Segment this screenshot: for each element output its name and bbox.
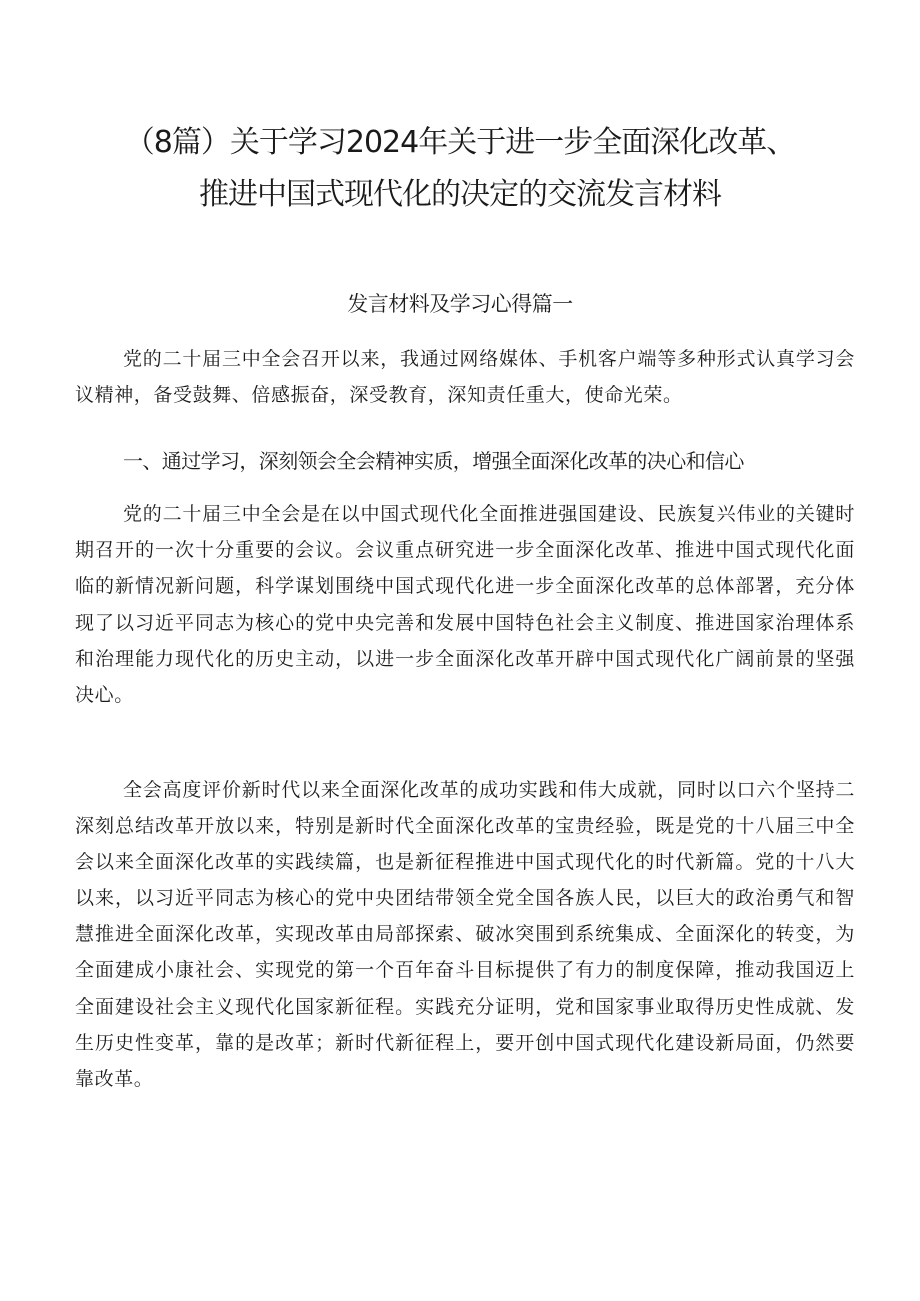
document-title-line-1: （8篇）关于学习2024年关于进一步全面深化改革、 — [124, 125, 796, 160]
section-subtitle: 发言材料及学习心得篇一 — [347, 292, 573, 316]
paragraph-body-2: 全会高度评价新时代以来全面深化改革的成功实践和伟大成就，同时以口六个坚持二深刻总结改革开放以来，特别是新时代全面深化改革的宝贵经验，既是党的十八届三中全会以来全面深化改革的实践续篇，也是新征程推进中国式现代化的时代新篇。党的十八大以来，以习近平同志为核心的党中央团结带领全党全国各族人民，以巨大的政治勇气和智慧推进全面深化改革，实现改革由局部探索、破冰突围到系统集成、全面深化的转变，为全面建成小康社会、实现党的第一个百年奋斗目标提供了有力的制度保障，推动我国迈上全面建设社会主义现代化国家新征程。实践充分证明，党和国家事业取得历史性成就、发生历史性变革，靠的是改革；新时代新征程上，要开创中国式现代化建设新局面，仍然要靠改革。 — [75, 779, 855, 1090]
document-title-line-2: 推进中国式现代化的决定的交流发言材料 — [199, 177, 721, 212]
paragraph-body-1: 党的二十届三中全会是在以中国式现代化全面推进强国建设、民族复兴伟业的关键时期召开的一次十分重要的会议。会议重点研究进一步全面深化改革、推进中国式现代化面临的新情况新问题，科学谋划围绕中国式现代化进一步全面深化改革的总体部署，充分体现了以习近平同志为核心的党中央完善和发展中国特色社会主义制度、推进国家治理体系和治理能力现代化的历史主动，以进一步全面深化改革开辟中国式现代化广阔前景的坚强决心。 — [75, 503, 855, 707]
section-heading-1: 一、通过学习，深刻领会全会精神实质，增强全面深化改革的决心和信心 — [123, 449, 744, 473]
paragraph-intro: 党的二十届三中全会召开以来，我通过网络媒体、手机客户端等多种形式认真学习会议精神，备受鼓舞、倍感振奋，深受教育，深知责任重大，使命光荣。 — [75, 348, 855, 406]
